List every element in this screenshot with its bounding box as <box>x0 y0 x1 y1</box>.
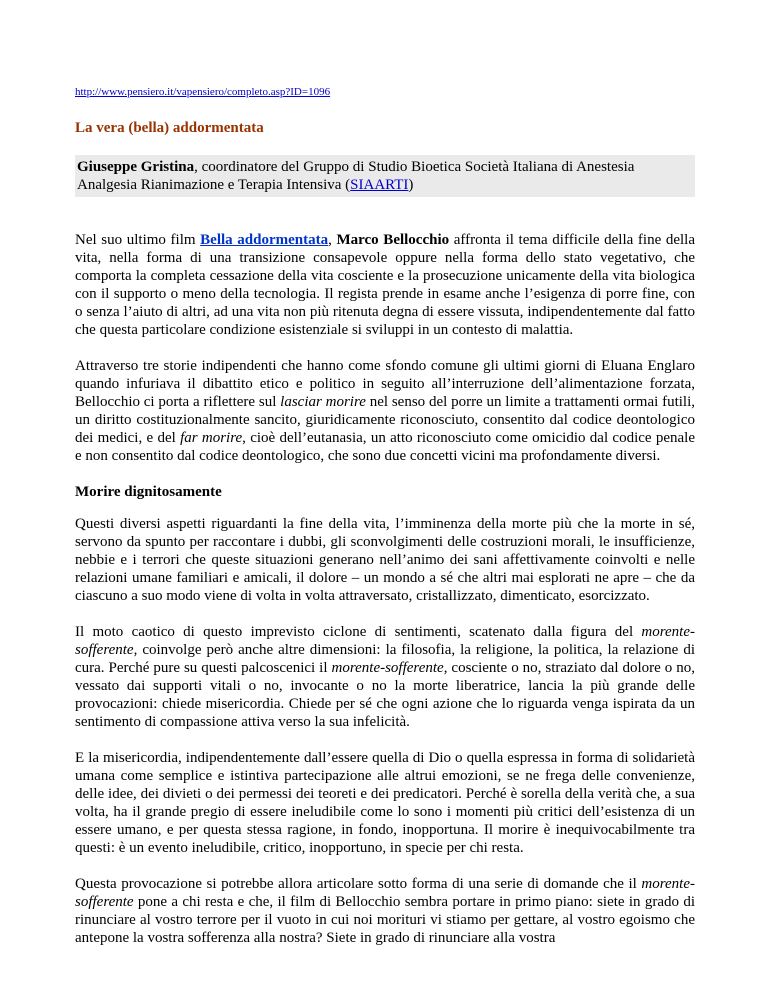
p6-part1: Questa provocazione si potrebbe allora articolare sotto forma di una serie di domande che il <box>75 876 642 892</box>
author-name: Giuseppe Gristina <box>77 159 195 175</box>
p2-part2: nel senso del porre un limite a trattamenti ormai futili, un diritto costituzionalmente sancito, giuridicamente riconosciuto, consentito dal codice deontologico dei medici, e del <box>75 394 695 446</box>
article-title: La vera (bella) addormentata <box>75 120 264 136</box>
paragraph-5: E la misericordia, indipendentemente dall’essere quella di Dio o quella espressa in forma di solidarietà umana come semplice e istintiva partecipazione alle altrui emozioni, se ne frega delle convenienze, delle idee, dei divieti o dei permessi dei teoreti e dei predicatori. Perché è sorella della verità che, a sua volta, ha il grande pregio di essere ineludibile come lo sono i momenti più critici dell’esistenza di un essere umano, e per questa stessa ragione, in fondo, inopportuna. Il morire è inequivocabilmente tra questi: è un evento ineludibile, critico, inopportuno, in specie per chi resta. <box>75 750 695 856</box>
p2-part3: , cioè dell’eutanasia, un atto riconosciuto come omicidio dal codice penale e non consentito dal codice deontologico, che sono due concetti vicini ma profondamente diversi. <box>75 430 695 464</box>
p4-part2: , coinvolge però anche altre dimensioni: la filosofia, la religione, la politica, la relazione di cura. Perché pure su questi palcoscenici il <box>75 642 695 676</box>
article <box>75 82 695 947</box>
p2-em1: lasciar morire <box>280 394 366 410</box>
p6-part2: pone a chi resta e che, il film di Bellocchio sembra portare in primo piano: siete in grado di rinunciare al vostro terrore per il vuoto in cui noi morituri vi stiamo per gettare, al vostro egoismo che antepone la vostra sofferenza alla nostra? Siete in grado di rinunciare alla vostra <box>75 894 695 946</box>
p1-rest: affronta il tema difficile della fine della vita, nella forma di una transizione consapevole oppure nella forma dello stato vegetativo, che comporta la completa cessazione della vita cosciente e la prosecuzione unicamente della vita biologica con il supporto o meno della tecnologia. Il regista prende in esame anche l’esigenza di porre fine, con o senza l’aiuto di altri, ad una vita non più ritenuta degna di essere vissuta, indipendentemente dal fatto che questa particolare condizione esistenziale si sviluppi in un contesto di malattia. <box>75 232 696 338</box>
p2-part1: Attraverso tre storie indipendenti che hanno come sfondo comune gli ultimi giorni di Eluana Englaro quando infuriava il dibattito etico e politico in seguito all’interruzione dell’alimentazione forzata, Bellocchio ci porta a riflettere sul <box>75 358 695 410</box>
source-url-link[interactable]: http://www.pensiero.it/vapensiero/completo.asp?ID=1096 <box>75 86 331 98</box>
paragraph-1 <box>75 231 695 339</box>
siaarti-link[interactable]: SIAARTI <box>350 177 409 193</box>
p4-em2: morente-sofferente <box>331 660 444 676</box>
p6-em1: morente-sofferente <box>75 876 695 910</box>
p4-part1: Il moto caotico di questo imprevisto ciclone di sentimenti, scatenato dalla figura del <box>75 624 642 640</box>
p4-part3: , cosciente o no, straziato dal dolore o no, vessato dai supporti vitali o no, invocante o no la morte liberatrice, lancia la più grande delle provocazioni: chiede misericordia. Chiede per sé che ogni azione che lo riguarda venga ispirata da un sentimento di compassione attiva verso la sua infelicità. <box>75 660 696 730</box>
p1-comma: , <box>328 232 337 248</box>
p1-intro: Nel suo ultimo film <box>75 232 201 248</box>
paragraph-3: Questi diversi aspetti riguardanti la fine della vita, l’imminenza della morte più che la morte in sé, servono da spunto per raccontare i dubbi, gli sconvolgimenti delle costruzioni morali, le insufficienze, nebbie e i terrori che queste situazioni generano nell’animo dei sani affettivamente coinvolti e nelle relazioni umane familiari e amicali, il dolore – un mondo a sé che altri mai esplorati ne apre – che da ciascuno a suo modo viene di volta in volta attraversato, cristallizzato, dimenticato, esorcizzato. <box>75 516 695 604</box>
paragraph-4 <box>75 623 695 731</box>
paragraph-2 <box>75 357 695 465</box>
director-name: Marco Bellocchio <box>336 232 450 248</box>
section-heading: Morire dignitosamente <box>75 484 222 500</box>
author-role-close: ) <box>408 177 414 193</box>
author-role: , coordinatore del Gruppo di Studio Bioetica Società Italiana di Anestesia Analgesia Rianimazione e Terapia Intensiva ( <box>77 159 635 193</box>
p4-em1: morente-sofferente <box>75 624 695 658</box>
paragraph-6 <box>75 875 695 947</box>
p2-em2: far morire <box>180 430 243 446</box>
author-box <box>75 155 695 197</box>
film-link[interactable]: Bella addormentata <box>200 232 329 248</box>
